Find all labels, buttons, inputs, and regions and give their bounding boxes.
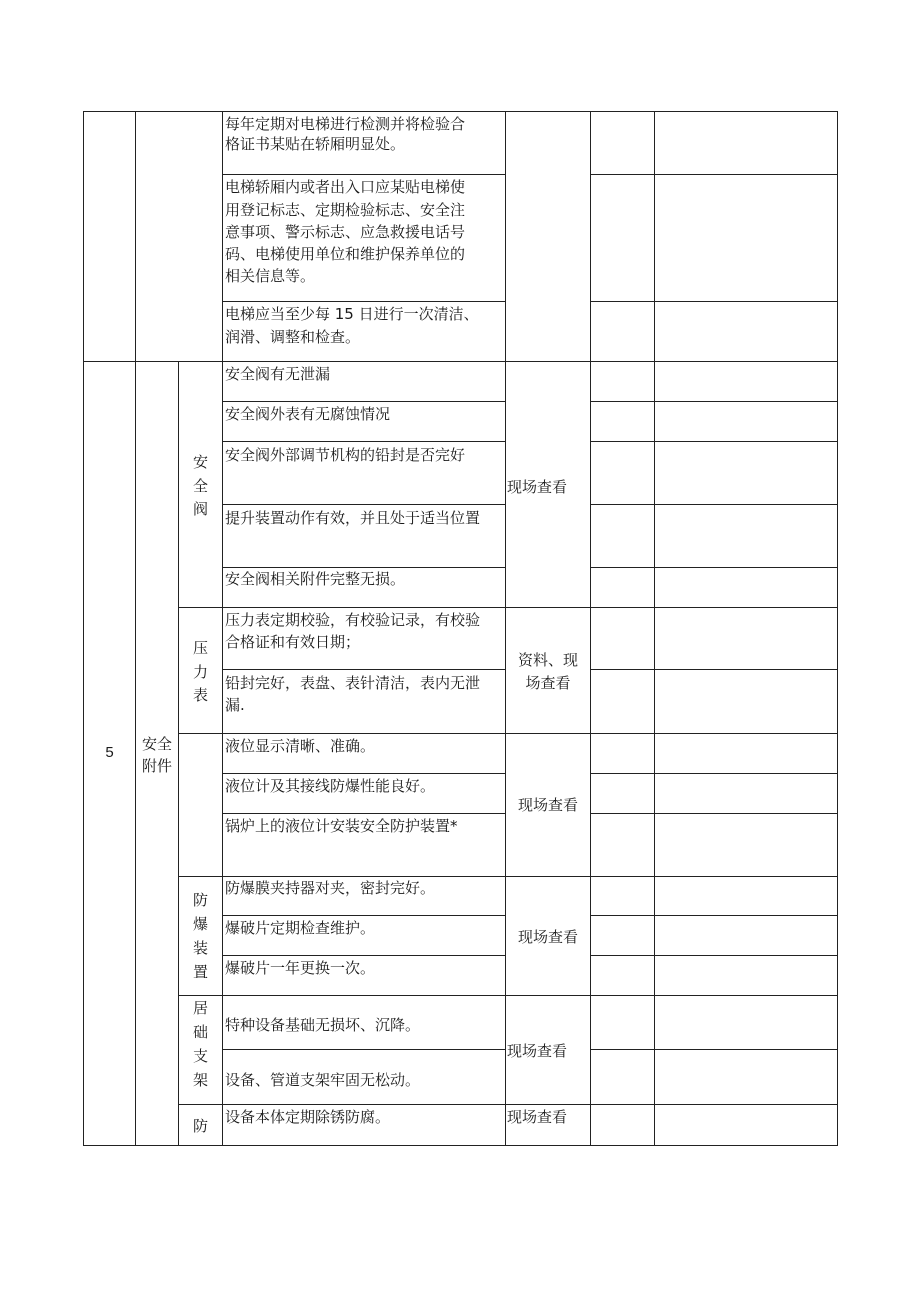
elevator-item-1-line2: 格证书某贴在轿厢明显处。	[225, 135, 406, 153]
anticorrosion-method: 现场查看	[507, 1108, 568, 1126]
foundation-item-1: 特种设备基础无损坏、沉降。	[225, 1016, 421, 1034]
pressure-gauge-label-3: 表	[192, 686, 208, 704]
elevator-item-1-line1: 每年定期对电梯进行检测并将检验合	[225, 115, 466, 133]
explosion-proof-label-2: 爆	[192, 915, 208, 933]
foundation-item-2: 设备、管道支架牢固无松动。	[225, 1071, 421, 1089]
safety-valve-item-5: 安全阀相关附件完整无损。	[225, 570, 406, 588]
level-gauge-item-3: 锅炉上的液位计安装安全防护装置*	[225, 817, 458, 835]
anticorrosion-label: 防	[192, 1117, 208, 1135]
level-gauge-item-2: 液位计及其接线防爆性能良好。	[225, 777, 436, 795]
elevator-item-2-line1: 电梯轿厢内或者出入口应某贴电梯使	[225, 178, 466, 196]
elevator-item-2-line4: 码、电梯使用单位和维护保养单位的	[225, 245, 466, 263]
pressure-gauge-item-1-line1: 压力表定期校验，有校验记录，有校验	[225, 611, 481, 629]
safety-valve-label-3: 阀	[192, 500, 208, 518]
section-category-line2: 附件	[141, 757, 172, 775]
pressure-gauge-item-1-line2: 合格证和有效日期；	[225, 633, 361, 651]
safety-valve-label-1: 安	[192, 453, 208, 471]
safety-valve-item-1: 安全阀有无泄漏	[225, 365, 331, 383]
safety-valve-item-2: 安全阀外表有无腐蚀情况	[225, 405, 391, 423]
explosion-proof-item-2: 爆破片定期检查维护。	[225, 919, 376, 937]
anticorrosion-item-1: 设备本体定期除锈防腐。	[225, 1108, 391, 1126]
pressure-gauge-method-line1: 资料、现	[517, 651, 578, 669]
section-number: 5	[105, 744, 114, 761]
foundation-label-3: 支	[192, 1047, 208, 1065]
safety-valve-item-3: 安全阀外部调节机构的铅封是否完好	[225, 446, 466, 464]
explosion-proof-method: 现场查看	[517, 928, 578, 946]
section-category-line1: 安全	[141, 735, 172, 753]
explosion-proof-item-1: 防爆膜夹持器对夹，密封完好。	[225, 879, 436, 897]
elevator-item-2-line3: 意事项、警示标志、应急救援电话号	[225, 223, 466, 241]
pressure-gauge-method-line2: 场查看	[525, 674, 571, 692]
safety-valve-method: 现场查看	[507, 478, 568, 496]
safety-valve-item-4: 提升装置动作有效，并且处于适当位置	[225, 509, 481, 527]
foundation-label-1: 居	[192, 999, 208, 1017]
pressure-gauge-label-1: 压	[192, 639, 208, 657]
elevator-item-3-line1: 电梯应当至少每 15 日进行一次清洁、	[225, 305, 479, 323]
foundation-label-2: 础	[192, 1023, 208, 1041]
elevator-item-2-line5: 相关信息等。	[225, 267, 316, 285]
explosion-proof-item-3: 爆破片一年更换一次。	[225, 959, 376, 977]
explosion-proof-label-1: 防	[192, 891, 208, 909]
explosion-proof-label-4: 置	[192, 963, 208, 981]
foundation-label-4: 架	[192, 1071, 208, 1089]
level-gauge-method: 现场查看	[517, 796, 578, 814]
foundation-method: 现场查看	[507, 1042, 568, 1060]
safety-valve-label-2: 全	[192, 477, 208, 495]
elevator-item-2-line2: 用登记标志、定期检验标志、安全注	[225, 201, 466, 219]
pressure-gauge-item-2-line2: 漏.	[225, 696, 245, 714]
explosion-proof-label-3: 装	[192, 939, 208, 957]
level-gauge-item-1: 液位显示清晰、准确。	[225, 737, 376, 755]
pressure-gauge-item-2-line1: 铅封完好，表盘、表针清洁，表内无泄	[225, 674, 481, 692]
pressure-gauge-label-2: 力	[192, 663, 208, 681]
elevator-item-3-line2: 润滑、调整和检查。	[225, 328, 361, 346]
